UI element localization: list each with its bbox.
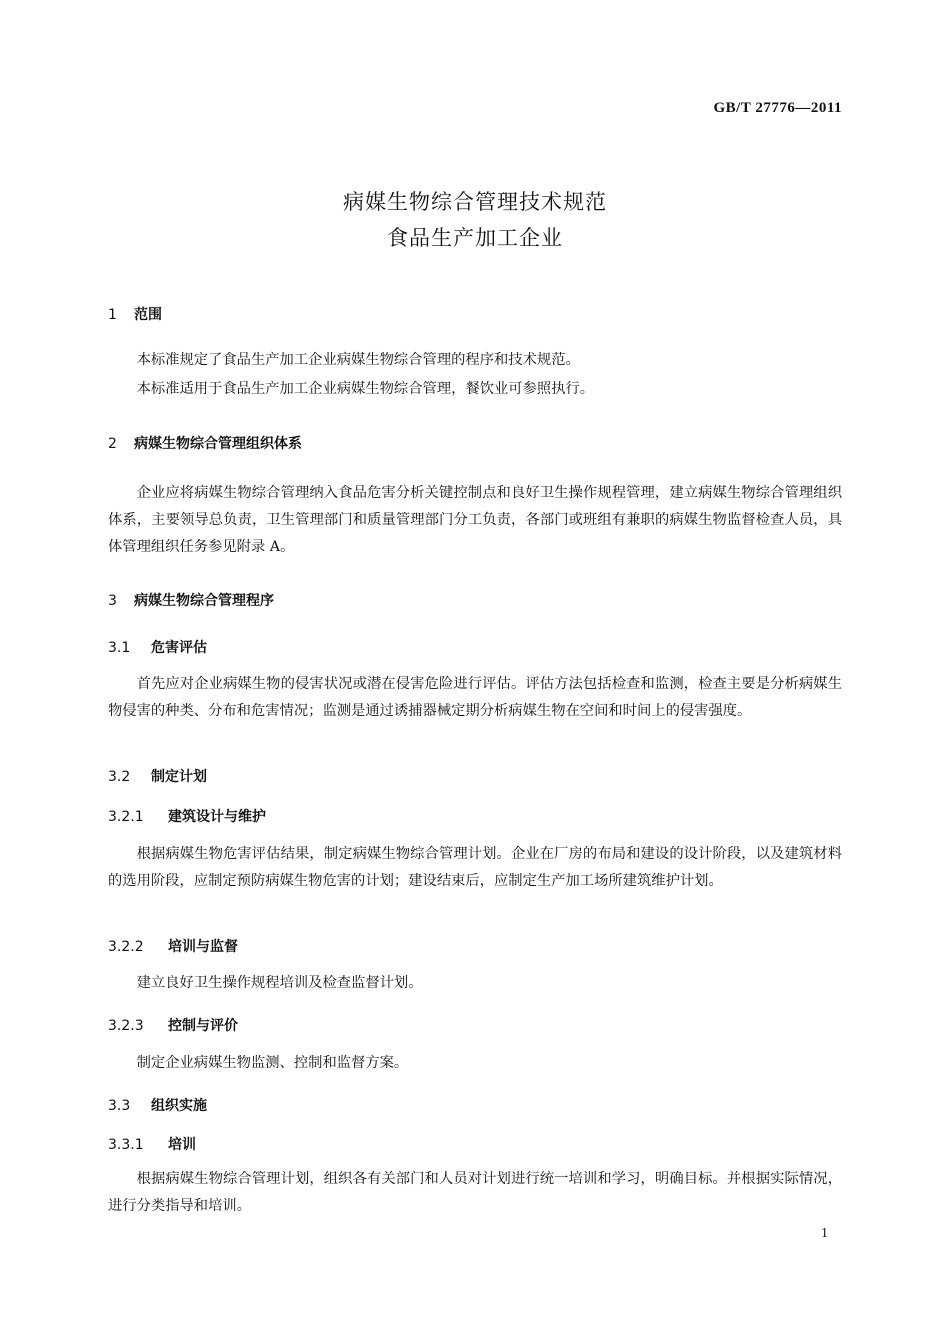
section-number: 3.3.1	[108, 1137, 144, 1153]
section-number: 3.3	[108, 1098, 131, 1114]
section-title: 制定计划	[151, 769, 207, 785]
section-number: 3.2.3	[108, 1018, 144, 1034]
section-title: 培训	[168, 1137, 196, 1153]
section-number: 3	[108, 593, 117, 609]
standard-code: GB/T 27776—2011	[713, 100, 842, 116]
section-number: 3.2	[108, 769, 131, 785]
section-3-2-2-paragraph-1: 建立良好卫生操作规程培训及检查监督计划。	[136, 975, 423, 991]
section-3-3-1-paragraph-1: 根据病媒生物综合管理计划，组织各有关部门和人员对计划进行统一培训和学习，明确目标。并根据实际情况，进行分类指导和培训。	[108, 1171, 842, 1214]
section-title: 病媒生物综合管理程序	[134, 593, 274, 609]
section-number: 3.2.2	[108, 939, 144, 955]
section-title: 控制与评价	[168, 1018, 238, 1034]
section-title: 组织实施	[151, 1098, 207, 1114]
section-title: 危害评估	[151, 640, 207, 656]
section-3-2-1-heading	[108, 806, 266, 826]
section-number: 2	[108, 436, 117, 452]
section-title: 建筑设计与维护	[168, 809, 266, 825]
page-number: 1	[821, 1226, 828, 1241]
section-3-2-1-paragraph-1: 根据病媒生物危害评估结果，制定病媒生物综合管理计划。企业在厂房的布局和建设的设计阶段，以及建筑材料的选用阶段，应制定预防病媒生物危害的计划；建设结束后，应制定生产加工场所建筑维护计划。	[108, 846, 842, 889]
section-title: 范围	[134, 307, 162, 323]
section-3-2-heading	[108, 766, 207, 786]
section-3-1-paragraph-1: 首先应对企业病媒生物的侵害状况或潜在侵害危险进行评估。评估方法包括检查和监测，检查主要是分析病媒生物侵害的种类、分布和危害情况；监测是通过诱捕器械定期分析病媒生物在空间和时间上的侵害强度。	[108, 676, 842, 719]
document-subtitle: 食品生产加工企业	[387, 226, 563, 250]
section-number: 3.1	[108, 640, 131, 656]
section-number: 3.2.1	[108, 809, 144, 825]
section-3-2-3-paragraph-1: 制定企业病媒生物监测、控制和监督方案。	[136, 1055, 409, 1071]
document-title: 病媒生物综合管理技术规范	[343, 190, 607, 214]
section-number: 1	[108, 307, 117, 323]
section-3-heading	[108, 590, 274, 610]
section-3-2-2-heading	[108, 936, 238, 956]
section-3-2-3-heading	[108, 1015, 238, 1035]
section-1-paragraph-2: 本标准适用于食品生产加工企业病媒生物综合管理，餐饮业可参照执行。	[136, 381, 595, 397]
section-3-3-heading	[108, 1095, 207, 1115]
section-title: 病媒生物综合管理组织体系	[134, 436, 302, 452]
section-1-paragraph-1: 本标准规定了食品生产加工企业病媒生物综合管理的程序和技术规范。	[136, 352, 580, 368]
section-title: 培训与监督	[168, 939, 238, 955]
section-3-1-heading	[108, 637, 207, 657]
section-2-heading	[108, 433, 302, 453]
section-3-3-1-heading	[108, 1134, 196, 1154]
section-1-heading	[108, 304, 162, 324]
section-2-paragraph-1: 企业应将病媒生物综合管理纳入食品危害分析关键控制点和良好卫生操作规程管理，建立病媒生物综合管理组织体系，主要领导总负责，卫生管理部门和质量管理部门分工负责，各部门或班组有兼职的病媒生物监督检查人员，具体管理组织任务参见附录 A。	[108, 485, 842, 555]
